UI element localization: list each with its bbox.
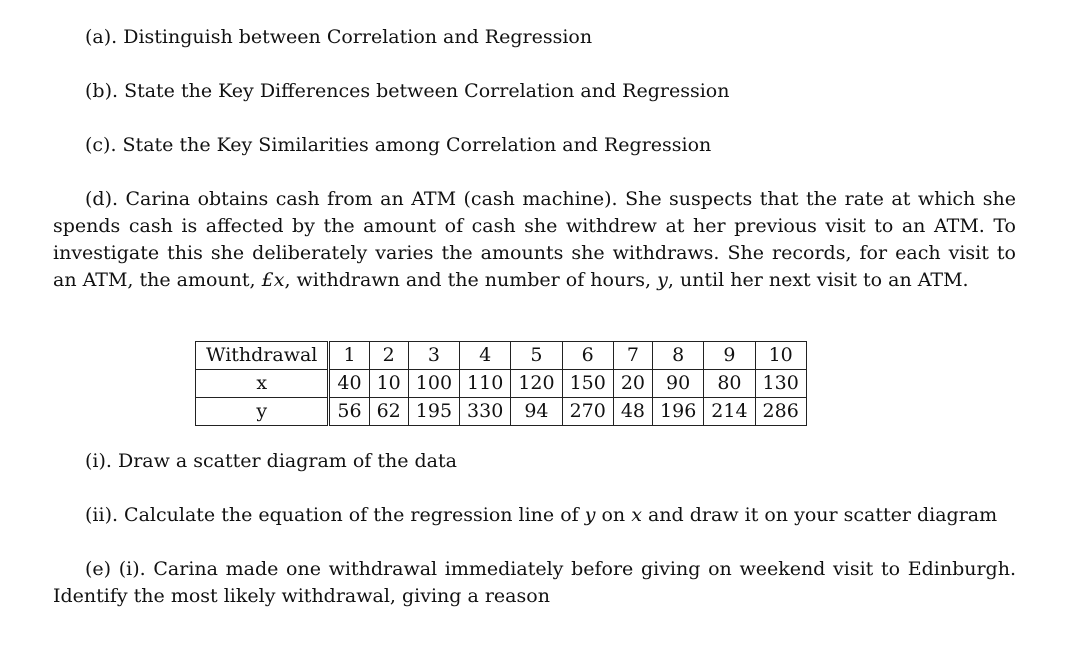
question-e-i-text: (e) (i). Carina made one withdrawal immediately before giving on weekend visit to Edinburgh. Identify the most likely withdrawal, giving a reason <box>53 558 1016 607</box>
question-c: (c). State the Key Similarities among Correlation and Regression <box>85 134 712 156</box>
row-header-y: y <box>196 398 329 426</box>
table-cell: 80 <box>704 370 755 398</box>
row-header-x: x <box>196 370 329 398</box>
question-d-var-x: £x <box>261 269 285 291</box>
question-d-text-3: , until her next visit to an ATM. <box>667 269 969 291</box>
question-d-var-y: y <box>657 269 668 291</box>
row-header-withdrawal: Withdrawal <box>196 342 329 370</box>
question-d-ii-text-3: and draw it on your scatter diagram <box>641 504 998 526</box>
table-row-y <box>196 398 807 426</box>
table-cell: 7 <box>613 342 652 370</box>
table-cell: 40 <box>329 370 369 398</box>
table-cell: 9 <box>704 342 755 370</box>
table-cell: 195 <box>408 398 459 426</box>
table-cell: 120 <box>511 370 562 398</box>
question-d-ii <box>85 502 997 529</box>
question-d-text-2: , withdrawn and the number of hours, <box>284 269 658 291</box>
table-cell: 100 <box>408 370 459 398</box>
table-cell: 286 <box>755 398 806 426</box>
question-d-i: (i). Draw a scatter diagram of the data <box>85 450 457 472</box>
question-d-ii-var-y: y <box>584 504 596 526</box>
table-cell: 130 <box>755 370 806 398</box>
table-cell: 8 <box>653 342 704 370</box>
table-cell: 2 <box>369 342 408 370</box>
question-d-ii-text-2: on <box>595 504 632 526</box>
table-row-x <box>196 370 807 398</box>
question-b: (b). State the Key Differences between Correlation and Regression <box>85 80 730 102</box>
table-cell: 90 <box>653 370 704 398</box>
table-cell: 110 <box>460 370 511 398</box>
table-cell: 56 <box>329 398 369 426</box>
data-table <box>195 341 807 426</box>
table-row-withdrawal <box>196 342 807 370</box>
table-cell: 62 <box>369 398 408 426</box>
table-cell: 270 <box>562 398 613 426</box>
question-d-ii-text-1: (ii). Calculate the equation of the regression line of <box>85 504 585 526</box>
question-e-i <box>53 556 1016 610</box>
table-cell: 196 <box>653 398 704 426</box>
table-cell: 48 <box>613 398 652 426</box>
table-cell: 1 <box>329 342 369 370</box>
question-d-ii-var-x: x <box>631 504 642 526</box>
table-cell: 94 <box>511 398 562 426</box>
table-cell: 330 <box>460 398 511 426</box>
table-cell: 150 <box>562 370 613 398</box>
table-cell: 20 <box>613 370 652 398</box>
table-cell: 214 <box>704 398 755 426</box>
table-cell: 3 <box>408 342 459 370</box>
table-cell: 6 <box>562 342 613 370</box>
table-cell: 5 <box>511 342 562 370</box>
table-cell: 10 <box>369 370 408 398</box>
table-cell: 10 <box>755 342 806 370</box>
question-d <box>53 186 1016 294</box>
question-d-text-1: (d). Carina obtains cash from an ATM (cash machine). She suspects that the rate at which she spends cash is affected by the amount of cash she withdrew at her previous visit to an ATM. To investigate this she deliberately varies the amounts she withdraws. She records, for each visit to an ATM, the amount, <box>53 188 1016 291</box>
table-cell: 4 <box>460 342 511 370</box>
question-a: (a). Distinguish between Correlation and Regression <box>85 26 593 48</box>
